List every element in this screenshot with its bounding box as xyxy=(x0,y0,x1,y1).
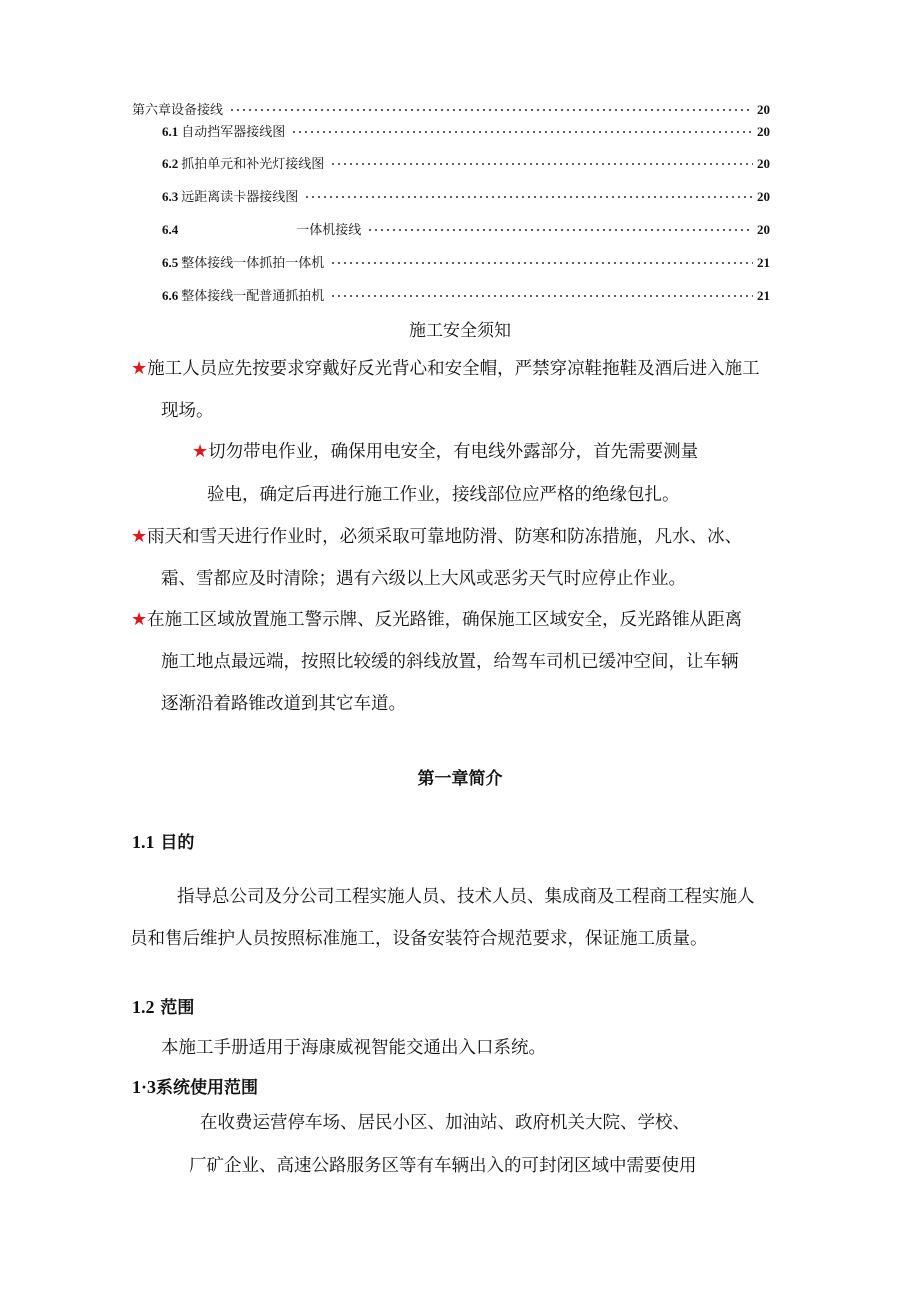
toc-item-number: 6.3 xyxy=(162,189,179,204)
toc-item-6-4[interactable] xyxy=(162,216,770,240)
toc-page-number: 20 xyxy=(757,189,770,204)
toc-item-6-5[interactable] xyxy=(162,249,770,273)
toc-leader xyxy=(291,118,753,136)
toc-item-6-2[interactable] xyxy=(162,150,770,174)
toc-item-6-6[interactable] xyxy=(162,282,770,306)
toc-leader xyxy=(229,96,753,114)
section-1-3-line-2: 厂矿企业、高速公路服务区等有车辆出入的可封闭区域中需要使用 xyxy=(189,1156,697,1176)
toc-item-number: 6.4 xyxy=(162,222,179,237)
toc-page-number: 20 xyxy=(757,156,770,171)
section-heading-1-2: 1.2 范围 xyxy=(132,997,195,1018)
toc-leader xyxy=(367,216,753,234)
toc-item-6-3[interactable] xyxy=(162,183,770,207)
safety-item-1-line-2: 现场。 xyxy=(161,401,214,421)
safety-title: 施工安全须知 xyxy=(409,321,511,341)
safety-item-2-line-2: 验电，确定后再进行施工作业，接线部位应严格的绝缘包扎。 xyxy=(207,485,680,505)
toc-item-number: 6.5 xyxy=(162,255,179,270)
section-heading-1-1: 1.1 目的 xyxy=(132,832,195,853)
safety-item-3-line-2: 霜、雪都应及时清除；遇有六级以上大风或恶劣天气时应停止作业。 xyxy=(161,569,686,589)
safety-item-4-line-2: 施工地点最远端，按照比较缓的斜线放置，给驾车司机已缓冲空间，让车辆 xyxy=(161,652,739,672)
safety-item-4-line-3: 逐渐沿着路锥改道到其它车道。 xyxy=(161,694,406,714)
toc-page-number: 20 xyxy=(757,222,770,237)
toc-leader xyxy=(330,249,753,267)
chapter-title: 第一章简介 xyxy=(417,769,503,789)
toc-page-number: 20 xyxy=(757,124,770,139)
toc-item-title: 整体接线一配普通抓拍机 xyxy=(181,289,325,304)
toc-item-number: 6.1 xyxy=(162,124,179,139)
section-1-1-line-2: 员和售后维护人员按照标准施工，设备安装符合规范要求，保证施工质量。 xyxy=(130,929,708,949)
toc-chapter-6[interactable] xyxy=(132,96,770,120)
star-icon: ★ xyxy=(131,609,148,630)
section-1-1-line-1: 指导总公司及分公司工程实施人员、技术人员、集成商及工程商工程实施人 xyxy=(177,887,755,907)
safety-item-3-line-1: ★雨天和雪天进行作业时，必须采取可靠地防滑、防寒和防冻措施，凡水、冰、 xyxy=(131,526,743,547)
toc-page-number: 20 xyxy=(757,102,770,117)
star-icon: ★ xyxy=(131,358,148,379)
toc-leader xyxy=(330,150,753,168)
toc-page-number: 21 xyxy=(757,288,770,303)
toc-page-number: 21 xyxy=(757,255,770,270)
toc-leader xyxy=(304,183,753,201)
star-icon: ★ xyxy=(192,441,209,462)
toc-item-title: 整体接线一体抓拍一体机 xyxy=(181,256,325,271)
toc-item-number: 6.6 xyxy=(162,288,179,303)
toc-item-title: 自动挡军器接线图 xyxy=(181,125,286,140)
safety-item-4-line-1: ★在施工区域放置施工警示牌、反光路锥，确保施工区域安全，反光路锥从距离 xyxy=(131,609,743,630)
toc-item-title: 抓拍单元和补光灯接线图 xyxy=(181,157,325,172)
toc-item-title: 远距离读卡器接线图 xyxy=(181,190,299,205)
section-1-3-line-1: 在收费运营停车场、居民小区、加油站、政府机关大院、学校、 xyxy=(200,1113,690,1133)
safety-item-2-line-1: ★切勿带电作业，确保用电安全，有电线外露部分，首先需要测量 xyxy=(192,441,699,462)
star-icon: ★ xyxy=(131,526,148,547)
toc-item-6-1[interactable] xyxy=(162,118,770,142)
section-1-2-line-1: 本施工手册适用于海康威视智能交通出入口系统。 xyxy=(161,1038,546,1058)
toc-item-title: 一体机接线 xyxy=(296,223,362,238)
safety-item-1-line-1: ★施工人员应先按要求穿戴好反光背心和安全帽，严禁穿凉鞋拖鞋及酒后进入施工 xyxy=(131,358,760,379)
section-heading-1-3: 1·3系统使用范围 xyxy=(132,1077,259,1098)
toc-chapter-title: 第六章设备接线 xyxy=(132,103,224,118)
toc-leader xyxy=(330,282,753,300)
toc-item-number: 6.2 xyxy=(162,156,179,171)
